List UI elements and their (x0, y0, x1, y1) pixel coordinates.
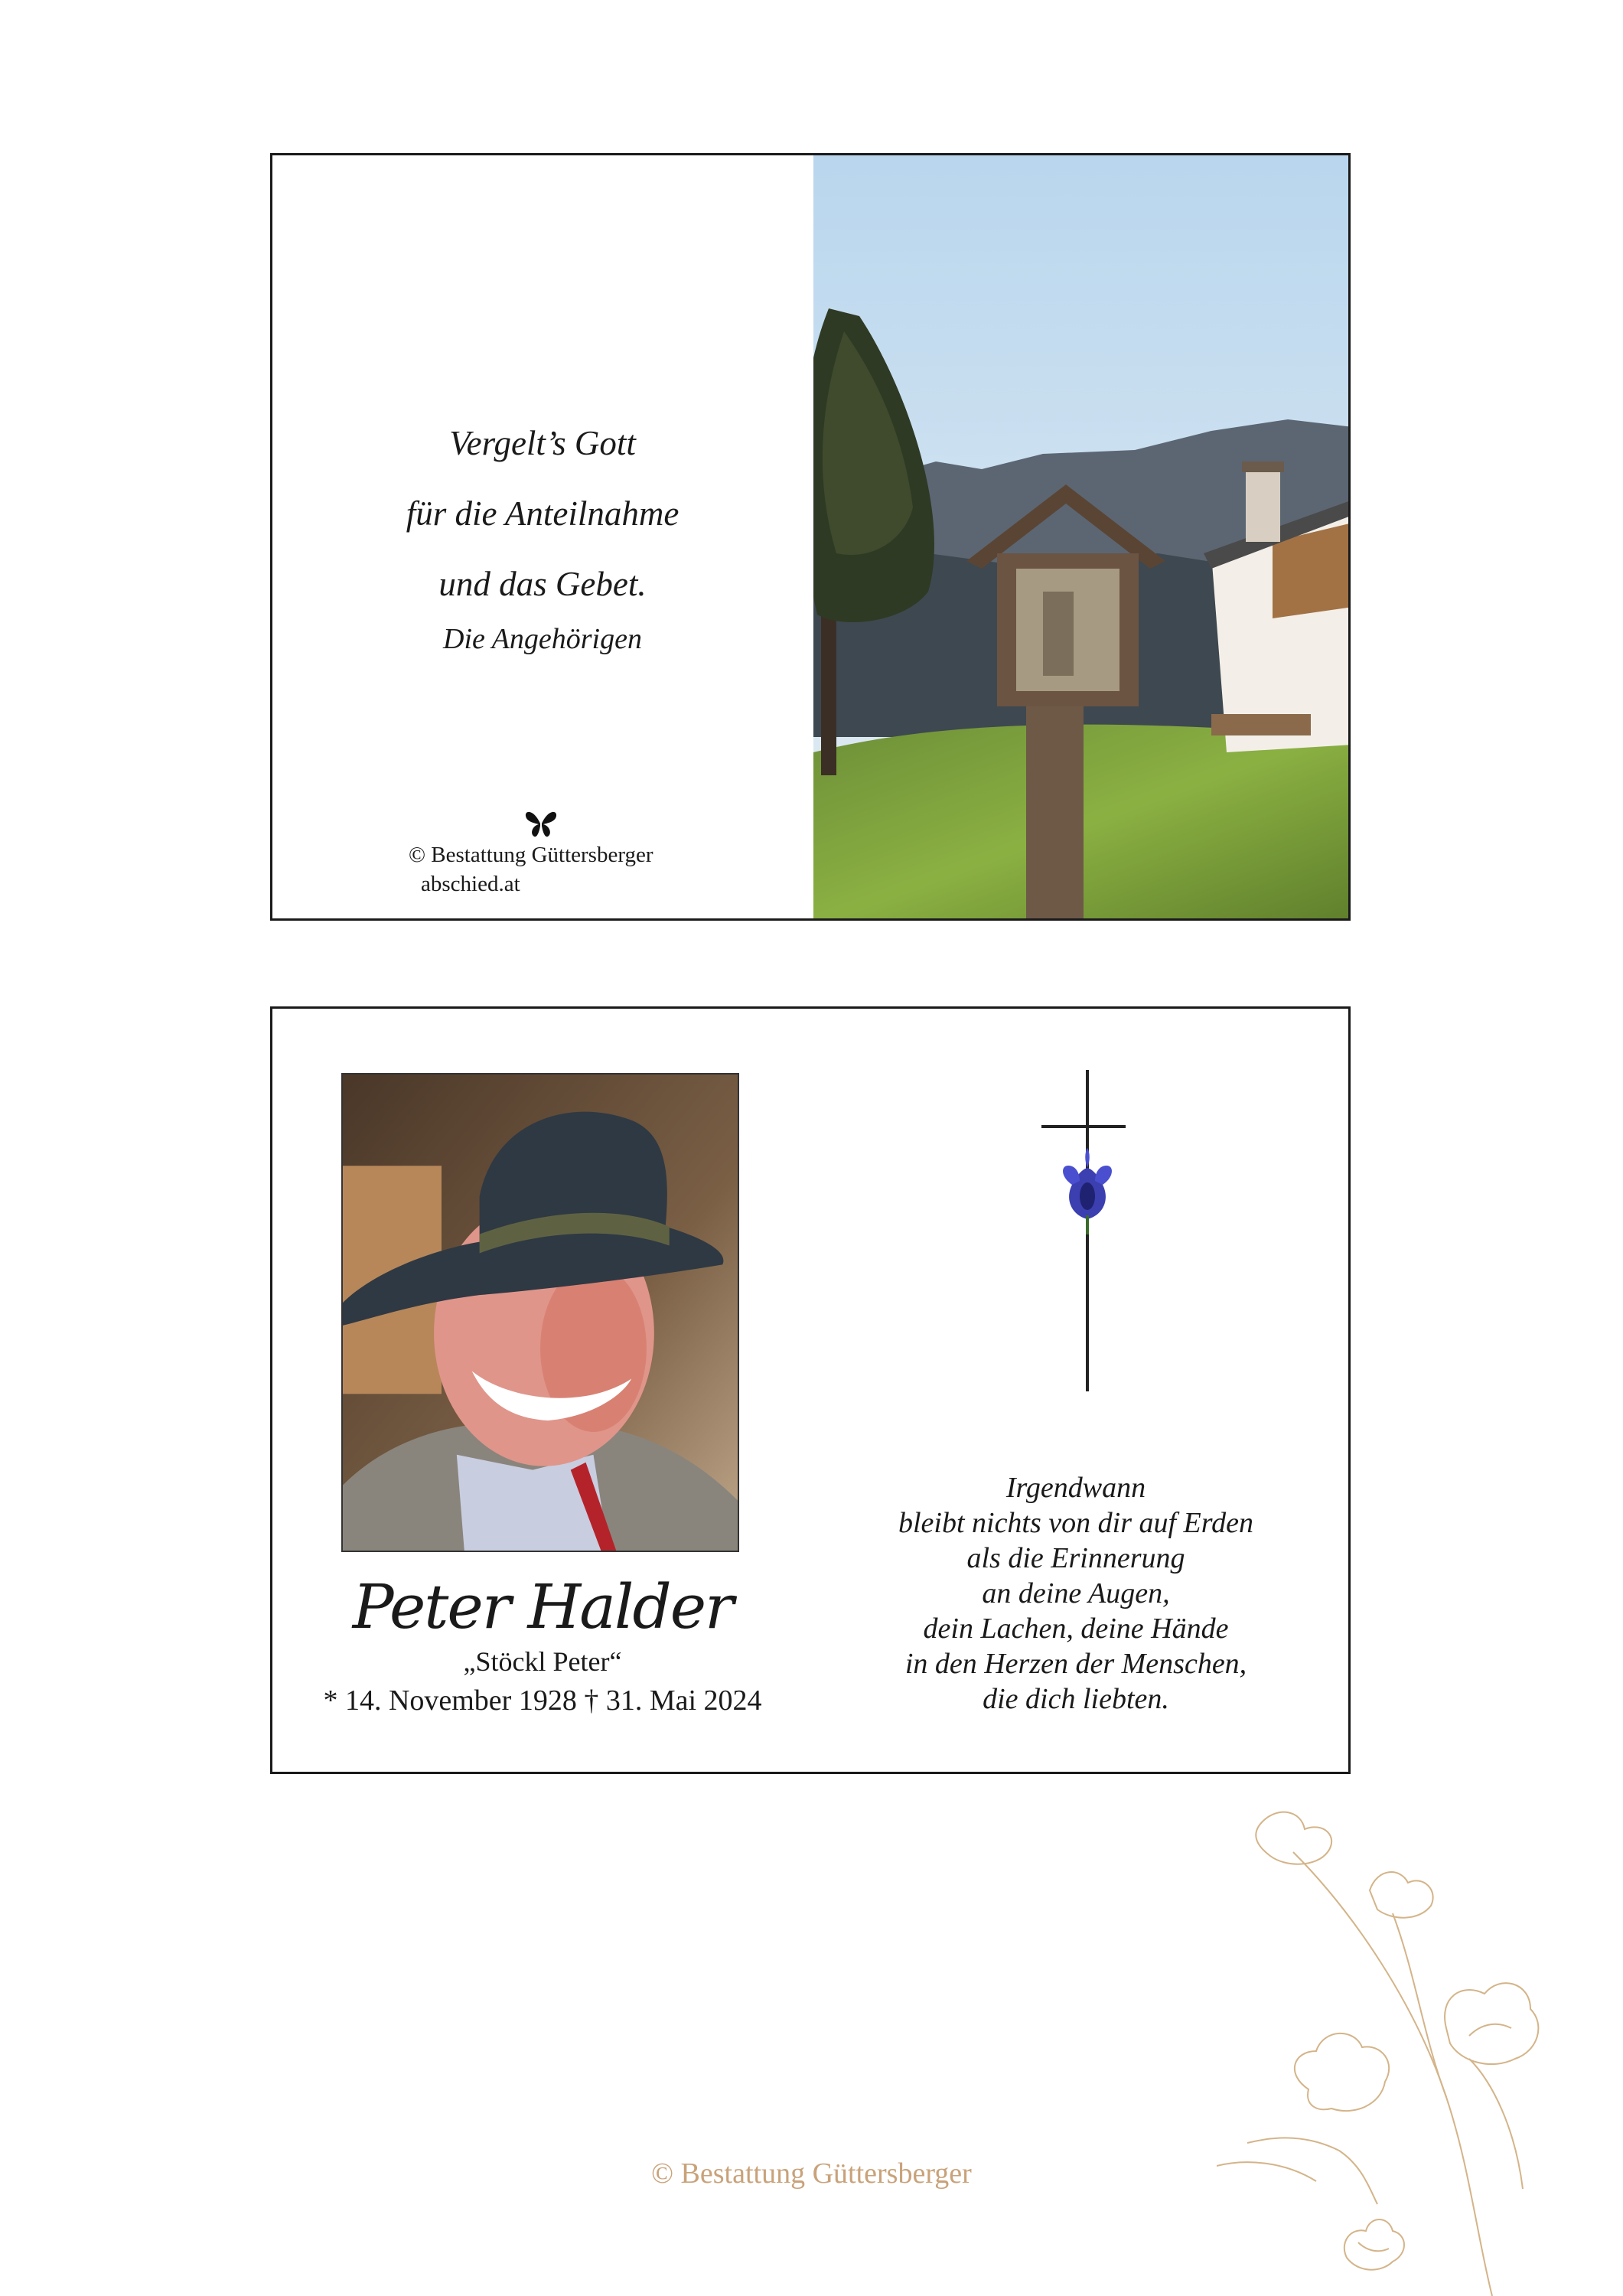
wayside-shrine-photo (813, 155, 1351, 921)
card-credits (409, 840, 653, 899)
memorial-poem (839, 1470, 1313, 1717)
website-link[interactable]: abschied.at (421, 872, 520, 896)
thanks-line-1: Vergelt’s Gott (449, 424, 636, 462)
butterfly-icon (523, 808, 559, 839)
floral-decoration-icon (1217, 1806, 1615, 2296)
thank-you-text (272, 408, 813, 656)
deceased-nickname: „Stöckl Peter“ (463, 1646, 622, 1677)
poem-line: die dich liebten. (983, 1683, 1169, 1715)
thanks-line-2: für die Anteilnahme (406, 494, 680, 533)
cross-with-gentian-icon (1041, 1070, 1133, 1391)
card-copyright: © Bestattung Güttersberger (409, 843, 653, 867)
poem-line: in den Herzen der Menschen, (904, 1648, 1247, 1680)
footer-copyright: © Bestattung Güttersberger (651, 2157, 972, 2190)
memorial-card (270, 1006, 1351, 1774)
portrait-photo (341, 1073, 739, 1552)
poem-line: an deine Augen, (982, 1577, 1170, 1609)
signature: Die Angehörigen (443, 623, 642, 655)
poem-line: als die Erinnerung (966, 1542, 1185, 1574)
poem-line: Irgendwann (1005, 1472, 1146, 1504)
thanks-line-3: und das Gebet. (438, 565, 647, 603)
poem-line: bleibt nichts von dir auf Erden (898, 1507, 1254, 1539)
poem-line: dein Lachen, deine Hände (923, 1613, 1229, 1645)
life-dates: * 14. November 1928 † 31. Mai 2024 (323, 1684, 762, 1717)
deceased-name: Peter Halder (352, 1571, 733, 1642)
thank-you-card (270, 153, 1351, 921)
